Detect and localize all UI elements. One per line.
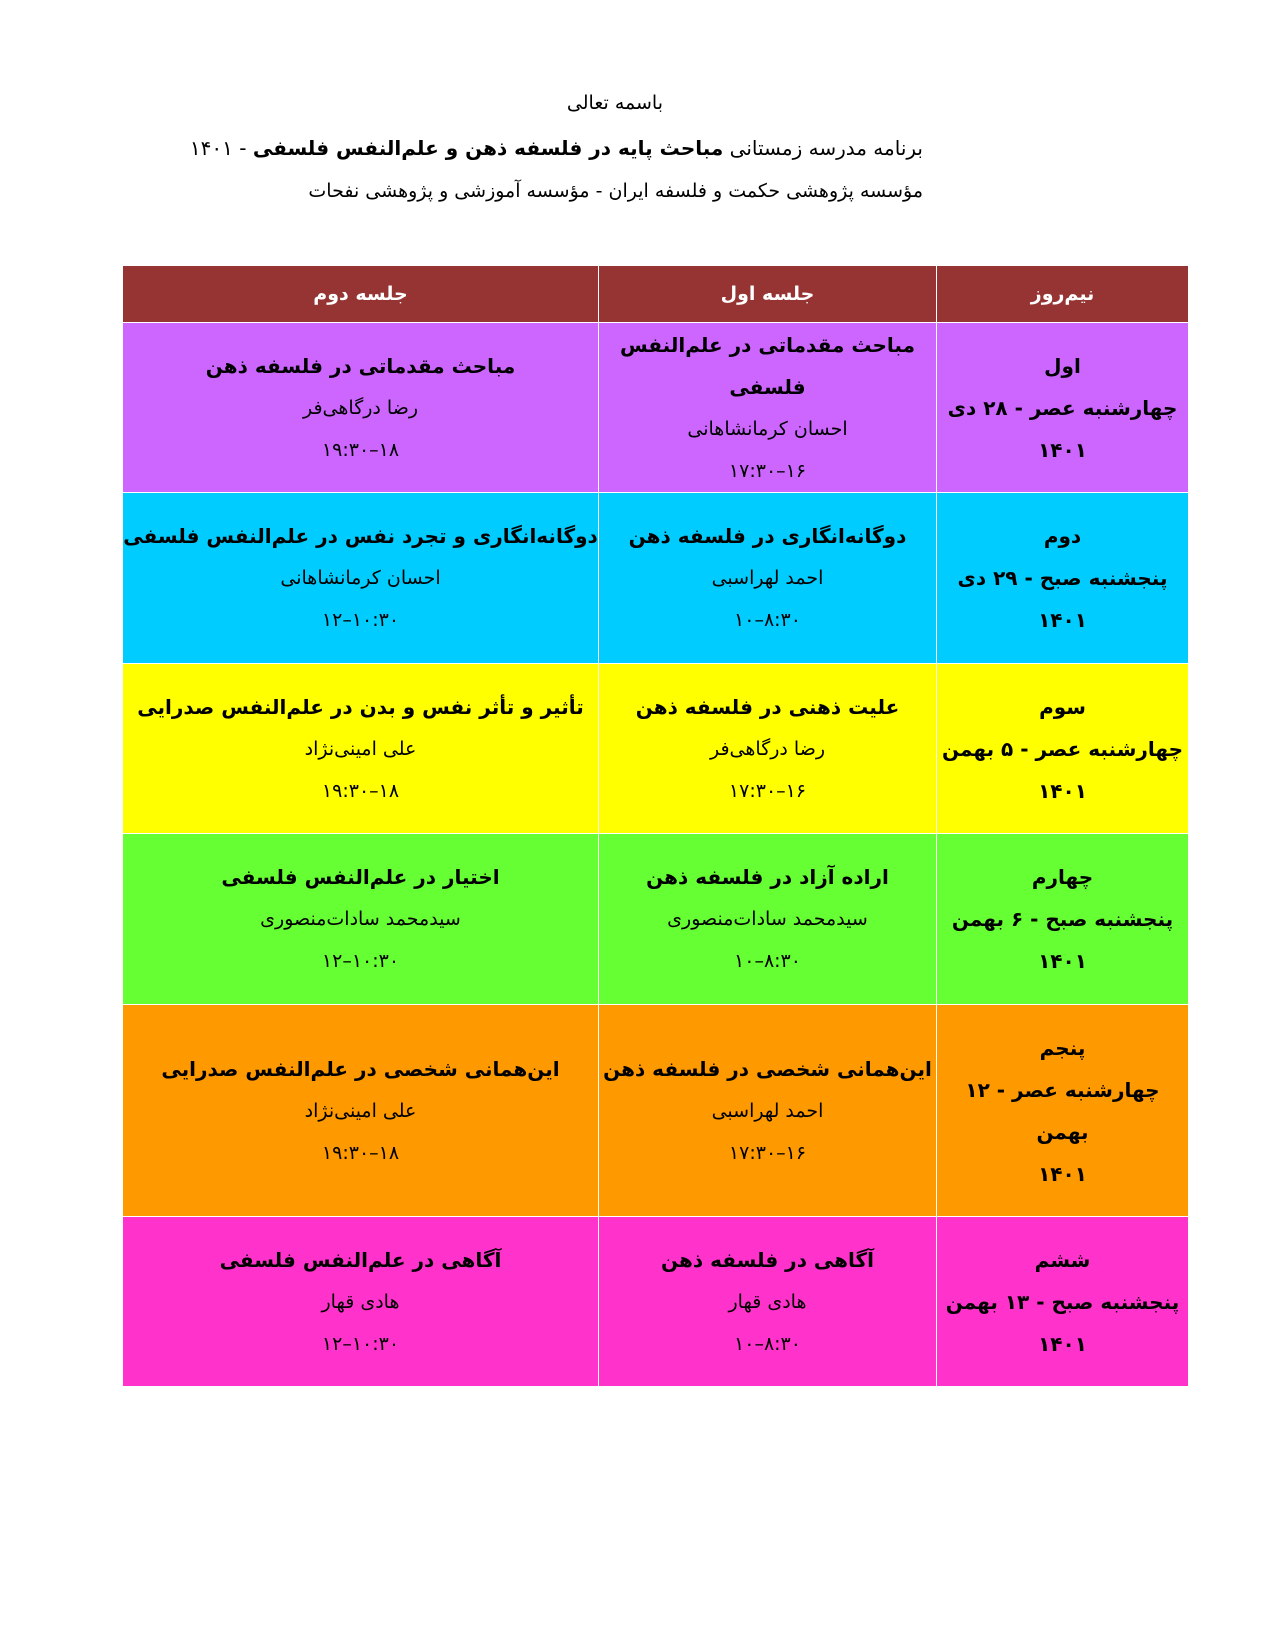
day-label: پنجم	[1039, 1035, 1086, 1060]
lecturer-name: احمد لهراسبی	[711, 567, 824, 589]
day-label: دوم	[1043, 524, 1082, 548]
program-title-suffix: - ۱۴۰۱	[189, 136, 253, 160]
day-year: ۱۴۰۱	[1038, 1331, 1087, 1356]
day-cell	[937, 323, 1189, 493]
schedule-table	[122, 266, 1189, 1387]
session-time: ۱۶–۱۷:۳۰	[728, 779, 807, 802]
invocation-line: باسمه تعالی	[566, 92, 663, 114]
session-title: اراده آزاد در فلسفه ذهن	[646, 865, 889, 889]
day-label: اول	[1044, 353, 1081, 378]
session-time: ۱۰:۳۰–۱۲	[321, 1332, 400, 1355]
document-header	[0, 0, 1275, 240]
session-2-cell	[123, 664, 599, 834]
day-cell	[937, 1217, 1189, 1387]
lecturer-name: احمد لهراسبی	[711, 1099, 824, 1122]
session-time: ۸:۳۰–۱۰	[734, 1332, 801, 1355]
day-date: پنجشنبه صبح - ۱۳ بهمن	[945, 1289, 1180, 1314]
day-cell	[937, 664, 1189, 834]
session-1-cell	[599, 1217, 937, 1387]
session-1-cell	[599, 323, 937, 493]
session-time: ۸:۳۰–۱۰	[734, 609, 801, 631]
session-title: مباحث مقدماتی در فلسفه ذهن	[205, 353, 516, 378]
session-title: اختیار در علم‌النفس فلسفی	[221, 865, 500, 889]
column-header-session-1: جلسه اول	[599, 266, 937, 323]
lecturer-name: احسان کرمانشاهانی	[280, 567, 441, 589]
lecturer-name: هادی قهار	[321, 1290, 400, 1313]
lecturer-name: علی امینی‌نژاد	[304, 737, 417, 760]
program-title-prefix: برنامه مدرسه زمستانی	[723, 136, 923, 160]
day-year: ۱۴۰۱	[1038, 1161, 1087, 1186]
session-2-cell	[123, 323, 599, 493]
day-date: چهارشنبه عصر - ۲۸ دی	[947, 395, 1178, 420]
day-label: سوم	[1039, 694, 1086, 719]
day-cell	[937, 1005, 1189, 1217]
session-title: آگاهی در علم‌النفس فلسفی	[219, 1247, 502, 1272]
session-1-cell	[599, 493, 937, 664]
column-header-half-day: نیم‌روز	[937, 266, 1189, 323]
session-title: آگاهی در فلسفه ذهن	[660, 1247, 875, 1272]
session-title: دوگانه‌انگاری و تجرد نفس در علم‌النفس فلسفی	[123, 524, 598, 548]
column-header-session-2: جلسه دوم	[123, 266, 599, 323]
session-2-cell	[123, 1005, 599, 1217]
organizers-line: مؤسسه پژوهشی حکمت و فلسفه ایران - مؤسسه آموزشی و پژوهشی نفحات	[308, 180, 923, 202]
day-label: چهارم	[1031, 865, 1094, 889]
table-row	[123, 834, 1189, 1005]
table-row	[123, 323, 1189, 493]
lecturer-name: رضا درگاهی‌فر	[302, 396, 419, 419]
day-date: پنجشنبه صبح - ۲۹ دی	[957, 566, 1168, 590]
table-row	[123, 1217, 1189, 1387]
table-header-row	[123, 266, 1189, 323]
day-date: چهارشنبه عصر - ۵ بهمن	[941, 736, 1184, 761]
table-row	[123, 664, 1189, 834]
session-title: علیت ذهنی در فلسفه ذهن	[635, 694, 900, 719]
session-title: مباحث مقدماتی در علم‌النفس فلسفی	[620, 332, 915, 399]
session-2-cell	[123, 1217, 599, 1387]
session-time: ۱۶–۱۷:۳۰	[728, 1141, 807, 1164]
day-cell	[937, 493, 1189, 664]
session-time: ۱۶–۱۷:۳۰	[728, 459, 807, 482]
day-cell	[937, 834, 1189, 1005]
session-1-cell	[599, 834, 937, 1005]
session-title: دوگانه‌انگاری در فلسفه ذهن	[628, 524, 907, 548]
session-1-cell	[599, 664, 937, 834]
session-time: ۱۰:۳۰–۱۲	[321, 609, 400, 631]
day-year: ۱۴۰۱	[1038, 778, 1087, 803]
lecturer-name: احسان کرمانشاهانی	[687, 417, 848, 440]
program-title	[190, 136, 923, 160]
session-title: تأثیر و تأثر نفس و بدن در علم‌النفس صدرایی	[137, 694, 584, 719]
session-time: ۱۸–۱۹:۳۰	[321, 779, 400, 802]
day-year: ۱۴۰۱	[1038, 608, 1087, 632]
session-time: ۸:۳۰–۱۰	[734, 950, 801, 972]
day-year: ۱۴۰۱	[1038, 437, 1087, 462]
day-date: پنجشنبه صبح - ۶ بهمن	[951, 907, 1174, 931]
day-label: ششم	[1034, 1247, 1091, 1272]
lecturer-name: سیدمحمد سادات‌منصوری	[667, 908, 868, 930]
program-title-bold: مباحث پایه در فلسفه ذهن و علم‌النفس فلسفی	[252, 136, 724, 160]
session-time: ۱۰:۳۰–۱۲	[321, 950, 400, 972]
session-2-cell	[123, 834, 599, 1005]
lecturer-name: سیدمحمد سادات‌منصوری	[260, 908, 461, 930]
lecturer-name: هادی قهار	[728, 1290, 807, 1313]
session-time: ۱۸–۱۹:۳۰	[321, 438, 400, 461]
lecturer-name: رضا درگاهی‌فر	[709, 737, 826, 760]
table-row	[123, 1005, 1189, 1217]
day-year: ۱۴۰۱	[1038, 949, 1087, 973]
session-time: ۱۸–۱۹:۳۰	[321, 1141, 400, 1164]
session-title: این‌همانی شخصی در علم‌النفس صدرایی	[161, 1056, 560, 1081]
lecturer-name: علی امینی‌نژاد	[304, 1099, 417, 1122]
table-row	[123, 493, 1189, 664]
session-title: این‌همانی شخصی در فلسفه ذهن	[603, 1056, 932, 1081]
session-2-cell	[123, 493, 599, 664]
day-date: چهارشنبه عصر - ۱۲ بهمن	[965, 1077, 1160, 1144]
session-1-cell	[599, 1005, 937, 1217]
